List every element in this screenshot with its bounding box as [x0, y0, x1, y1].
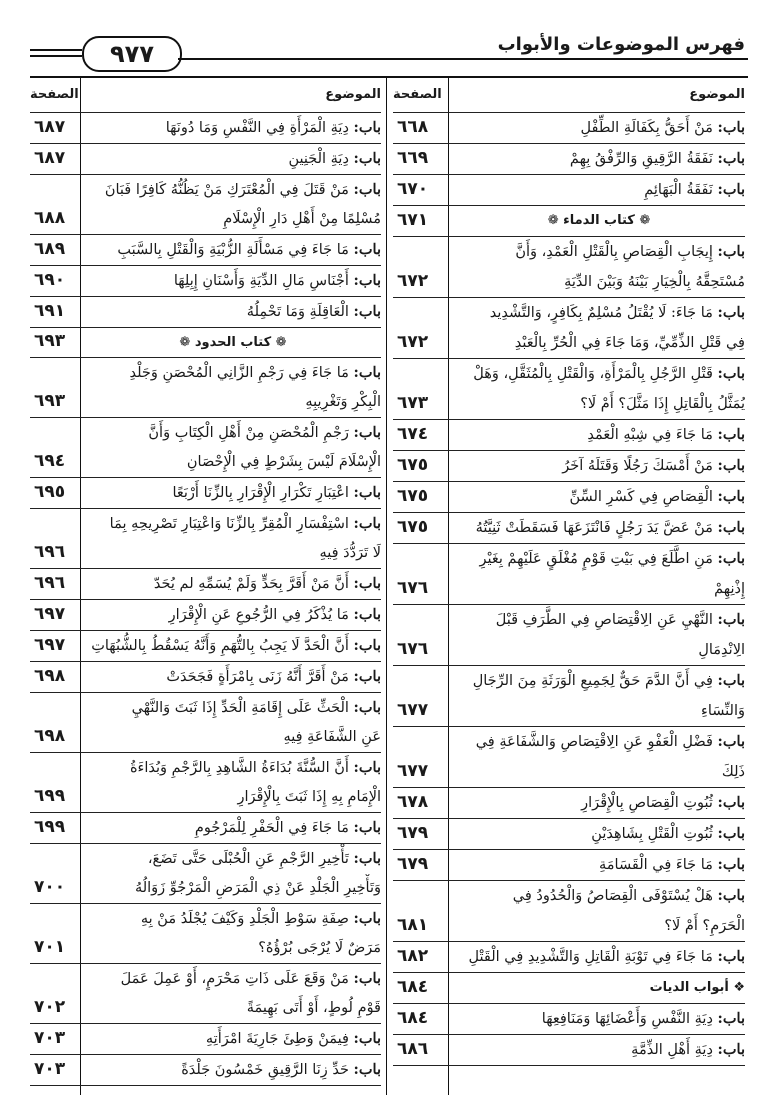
index-entry: [30, 478, 381, 509]
index-entry: [393, 359, 745, 420]
index-entry: [393, 605, 745, 666]
entry-title-line: باب: مَنْ أَمْسَكَ رَجُلًا وَقَتَلَهُ آخَرُ: [562, 457, 745, 474]
entry-prefix: باب:: [353, 1030, 381, 1047]
index-entry: [30, 418, 381, 478]
entry-page-number: ٦٧٦: [397, 578, 429, 598]
column-header: [393, 78, 745, 113]
entry-page-number: ٦٧٩: [397, 823, 429, 843]
entry-prefix: باب:: [353, 181, 381, 198]
entry-title-line: مُسْلِمًا مِنْ أَهْلِ دَارِ الْإِسْلَامِ: [223, 211, 381, 227]
entry-title-line: باب: أَنَّ السُّنَّةَ بُدَاءَةُ الشَّاهِدِ بِالرَّجْمِ وَبُدَاءَةُ: [129, 759, 381, 776]
entry-prefix: باب:: [353, 150, 381, 167]
entry-title-line: باب: الْعَاقِلَةِ وَمَا تَحْمِلُهُ: [246, 303, 381, 320]
entry-prefix: باب:: [717, 426, 745, 443]
entry-title-line: عَنِ الشَّفَاعَةِ فِيهِ: [283, 729, 381, 745]
index-entry: [393, 850, 745, 881]
entry-prefix: باب:: [353, 119, 381, 136]
entry-prefix: باب:: [717, 181, 745, 198]
entry-page-number: ٦٨٤: [397, 1008, 429, 1028]
entry-title-line: الْبِكْرِ وَتَغْرِيبِهِ: [305, 394, 381, 410]
header-rule: [178, 58, 748, 60]
entry-page-number: ٦٨١: [397, 915, 429, 935]
entry-page-number: ٦٩٦: [34, 573, 66, 593]
entry-title-line: باب: مَنْ عَضَّ يَدَ رَجُلٍ فَانْتَزَعَهَا فَسَقَطَتْ ثَنِيَّتُهُ: [475, 519, 745, 536]
entry-prefix: باب:: [353, 1061, 381, 1078]
entry-prefix: باب:: [353, 970, 381, 987]
entry-title-line: باب: إِيجَابِ الْقِصَاصِ بِالْقَتْلِ الْعَمْدِ، وَأَنَّ: [515, 243, 745, 260]
index-entry: [393, 175, 745, 206]
entry-page-number: ٦٨٧: [34, 117, 66, 137]
entry-title-line: باب: مَا جَاءَ فِي شِبْهِ الْعَمْدِ: [587, 426, 745, 443]
entry-title-line: باب: دِيَةِ أَهْلِ الذِّمَّةِ: [631, 1041, 745, 1058]
entry-page-number: ٧٠٣: [34, 1059, 66, 1079]
header-rule: [30, 55, 82, 57]
entry-title-line: إِذْنِهِمْ: [714, 581, 745, 597]
entry-title-line: باب: دِيَةِ النَّفْسِ وَأَعْضَائِهَا وَمَنَافِعِهَا: [541, 1010, 745, 1027]
entry-prefix: باب:: [353, 241, 381, 258]
entry-page-number: ٦٩٧: [34, 604, 66, 624]
entry-page-number: ٧٠٣: [34, 1028, 66, 1048]
entry-prefix: باب:: [353, 575, 381, 592]
entry-page-number: ٦٧٩: [397, 854, 429, 874]
index-entry: [30, 297, 381, 328]
entry-page-number: ٦٨٦: [397, 1039, 429, 1059]
entry-prefix: باب:: [353, 759, 381, 776]
entry-page-number: ٦٩٨: [34, 726, 66, 746]
entry-page-number: ٦٧٦: [397, 639, 429, 659]
page-header-label: الصفحة: [30, 87, 79, 102]
entry-page-number: ٦٨٢: [397, 946, 429, 966]
entry-page-number: ٦٩٣: [34, 331, 66, 351]
index-entry: [30, 753, 381, 813]
entry-title-line: باب: تَأْخِيرِ الرَّجْمِ عَنِ الْحُبْلَى حَتَّى تَضَعَ،: [147, 850, 381, 867]
entry-prefix: باب:: [717, 488, 745, 505]
entry-title-line: باب: مَا جَاءَ فِي مَسْأَلَةِ الزُّبْيَةِ وَالْقَتْلِ بِالسَّبَبِ: [117, 241, 381, 258]
entry-title-line: باب: دِيَةِ الْمَرْأَةِ فِي النَّفْسِ وَمَا دُونَهَا: [165, 119, 381, 136]
index-entry: [393, 420, 745, 451]
entry-page-number: ٦٩٦: [34, 542, 66, 562]
entry-title-line: باب: قَتْلِ الرَّجُلِ بِالْمَرْأَةِ، وَالْقَتْلِ بِالْمُثَقَّلِ، وَهَلْ: [473, 365, 745, 382]
entry-title-line: باب: فِي أَنَّ الدَّمَ حَقٌّ لِجَمِيعِ الْوَرَثَةِ مِنَ الرِّجَالِ: [472, 672, 745, 689]
index-entry: [393, 482, 745, 513]
index-entry: [30, 509, 381, 569]
index-entry: [393, 727, 745, 788]
entry-prefix: باب:: [353, 819, 381, 836]
entry-prefix: باب:: [717, 1010, 745, 1027]
entry-title-line: الْحَرَمِ؟ أَمْ لَا؟: [664, 918, 745, 934]
entry-page-number: ٦٨٤: [397, 977, 429, 997]
entry-prefix: باب:: [717, 948, 745, 965]
section-heading: [393, 206, 745, 237]
entry-page-number: ٦٧٧: [397, 761, 429, 781]
entry-page-number: ٦٧٠: [397, 179, 429, 199]
entry-title-line: باب: مَا جَاءَ فِي الْقَسَامَةِ: [599, 856, 745, 873]
entry-prefix: باب:: [353, 515, 381, 532]
entry-prefix: باب:: [717, 243, 745, 260]
entry-prefix: باب:: [353, 606, 381, 623]
index-entry: [30, 693, 381, 753]
entry-title-line: باب: فَضْلِ الْعَفْوِ عَنِ الِاقْتِصَاصِ وَالشَّفَاعَةِ فِي: [475, 733, 745, 750]
index-entry: [393, 144, 745, 175]
entry-page-number: ٧٠١: [34, 937, 66, 957]
section-heading: [30, 328, 381, 358]
index-entry: [30, 964, 381, 1024]
entry-title-line: باب: مَا يُذْكَرُ فِي الرُّجُوعِ عَنِ الْإِقْرَارِ: [168, 606, 381, 623]
index-entry: [393, 1035, 745, 1066]
entry-title-line: باب: نَفَقَةُ الرَّقِيقِ وَالرِّفْقُ بِهِمْ: [569, 150, 745, 167]
topic-header: الموضوع: [325, 87, 381, 102]
entry-page-number: ٦٩٥: [34, 482, 66, 502]
entry-title-line: باب: مَا جَاءَ فِي تَوْبَةِ الْقَاتِلِ وَالتَّشْدِيدِ فِي الْقَتْلِ: [468, 948, 745, 965]
index-entry: [393, 1004, 745, 1035]
index-entry: [393, 788, 745, 819]
entry-title-line: باب: اعْتِبَارِ تَكْرَارِ الْإِقْرَارِ بِالزِّنَا أَرْبَعًا: [172, 484, 381, 501]
entry-prefix: باب:: [717, 119, 745, 136]
entry-list: [30, 113, 381, 1086]
entry-title-line: باب: ثُبُوتِ الْقِصَاصِ بِالْإِقْرَارِ: [581, 794, 745, 811]
index-entry: [393, 544, 745, 605]
entry-title-line: باب: اسْتِفْسَارِ الْمُقِرِّ بِالزِّنَا وَاعْتِبَارِ تَصْرِيحِهِ بِمَا: [109, 515, 381, 532]
index-entry: [30, 1024, 381, 1055]
entry-title-line: باب: الْحَثِّ عَلَى إِقَامَةِ الْحَدِّ إِذَا ثَبَتَ وَالنَّهْيِ: [131, 699, 381, 716]
page-header-label: الصفحة: [393, 87, 442, 102]
page-header: [0, 0, 765, 70]
entry-page-number: ٦٧٥: [397, 455, 429, 475]
entry-title-line: وَالنِّسَاءِ: [701, 703, 745, 719]
entry-prefix: باب:: [353, 484, 381, 501]
entry-page-number: ٧٠٢: [34, 997, 66, 1017]
index-entry: [393, 881, 745, 942]
column-divider: [386, 76, 387, 1095]
entry-title-line: باب: مَنْ أَقَرَّ أَنَّهُ زَنَى بِامْرَأَةٍ فَجَحَدَتْ: [166, 668, 381, 685]
index-entry: [30, 600, 381, 631]
entry-prefix: باب:: [353, 668, 381, 685]
entry-title-line: مَرَضٌ لَا يُرْجَى بُرْؤُهُ؟: [258, 940, 381, 956]
entry-title-line: باب: النَّهْيِ عَنِ الِاقْتِصَاصِ فِي الطَّرَفِ قَبْلَ: [495, 611, 745, 628]
index-entry: [30, 113, 381, 144]
entry-page-number: ٦٧٣: [397, 393, 429, 413]
index-column-right: [393, 78, 745, 1095]
entry-prefix: باب:: [717, 672, 745, 689]
entry-prefix: باب:: [353, 699, 381, 716]
entry-title-line: مُسْتَحِقَّهُ بِالْخِيَارِ بَيْنَهُ وَبَيْنَ الدِّيَةِ: [564, 274, 745, 290]
entry-prefix: باب:: [353, 272, 381, 289]
entry-page-number: ٦٩٧: [34, 635, 66, 655]
index-entry: [30, 266, 381, 297]
entry-title-line: باب: مَنْ أَحَقُّ بِكَفَالَةِ الطِّفْلِ: [580, 119, 745, 136]
entry-prefix: باب:: [717, 887, 745, 904]
entry-page-number: ٦٩٩: [34, 786, 66, 806]
index-entry: [30, 358, 381, 418]
entry-title-line: باب: مَا جَاءَ فِي رَجْمِ الزَّانِي الْمُحْصَنِ وَجَلْدِ: [129, 364, 381, 381]
entry-prefix: باب:: [717, 304, 745, 321]
entry-page-number: ٦٩١: [34, 301, 66, 321]
entry-title-line: فِي قَتْلِ الذِّمِّيِّ، وَمَا جَاءَ فِي الْحُرِّ بِالْعَبْدِ: [514, 335, 745, 351]
entry-title-line: باب: أَجْنَاسِ مَالِ الدِّيَةِ وَأَسْنَانِ إِبِلِهَا: [173, 272, 381, 289]
index-entry: [30, 1055, 381, 1086]
entry-title-line: باب: حَدِّ زِنَا الرَّقِيقِ خَمْسُونَ جَلْدَةً: [181, 1061, 381, 1078]
entry-title-line: وَتَأْخِيرِ الْجَلْدِ عَنْ ذِي الْمَرَضِ الْمَرْجُوِّ زَوَالُهُ: [134, 880, 381, 896]
entry-prefix: باب:: [717, 150, 745, 167]
entry-page-number: ٦٩٤: [34, 451, 66, 471]
entry-title-line: يُمَثَّلُ بِالْقَاتِلِ إِذَا مَثَّلَ؟ أَمْ لَا؟: [580, 396, 745, 412]
index-column-left: [30, 78, 381, 1095]
entry-prefix: باب:: [353, 637, 381, 654]
entry-page-number: ٦٩٩: [34, 817, 66, 837]
index-entry: [30, 844, 381, 904]
entry-title-line: باب: مَا جَاءَ: لَا يُقْتَلُ مُسْلِمٌ بِكَافِرٍ، وَالتَّشْدِيد: [489, 304, 745, 321]
entry-title-line: باب: رَجْمِ الْمُحْصَنِ مِنْ أَهْلِ الْكِتَابِ وَأَنَّ: [148, 424, 381, 441]
entry-page-number: ٧٠٠: [34, 877, 66, 897]
entry-prefix: باب:: [717, 519, 745, 536]
entry-page-number: ٦٨٧: [34, 148, 66, 168]
index-entry: [393, 237, 745, 298]
entry-prefix: باب:: [717, 733, 745, 750]
index-entry: [30, 662, 381, 693]
entry-prefix: باب:: [717, 794, 745, 811]
entry-title-line: باب: دِيَةِ الْجَنِينِ: [288, 150, 381, 167]
entry-title-line: الْإِمَامِ بِهِ إِذَا ثَبَتَ بِالْإِقْرَارِ: [237, 789, 381, 805]
entry-page-number: ٦٨٨: [34, 208, 66, 228]
entry-title-line: باب: مَنِ اطَّلَعَ فِي بَيْتِ قَوْمٍ مُغْلَقٍ عَلَيْهِمْ بِغَيْرِ: [479, 550, 745, 567]
entry-prefix: باب:: [353, 364, 381, 381]
index-entry: [30, 144, 381, 175]
entry-prefix: باب:: [717, 365, 745, 382]
entry-prefix: باب:: [717, 457, 745, 474]
index-entry: [30, 813, 381, 844]
entry-prefix: باب:: [717, 550, 745, 567]
entry-title-line: باب: صِفَةِ سَوْطِ الْجَلْدِ وَكَيْفَ يُجْلَدُ مَنْ بِهِ: [140, 910, 381, 927]
entry-prefix: باب:: [353, 910, 381, 927]
section-heading: [393, 973, 745, 1004]
entry-title-line: باب: هَلْ يُسْتَوْفَى الْقِصَاصُ وَالْحُدُودُ فِي: [512, 887, 745, 904]
index-entry: [30, 175, 381, 235]
entry-title-line: باب: أَنَّ مَنْ أَقَرَّ بِحَدٍّ وَلَمْ يُسَمِّهِ لم يُحَدّ: [153, 575, 381, 592]
entry-title-line: باب: ثُبُوتِ الْقَتْلِ بِشَاهِدَيْنِ: [591, 825, 745, 842]
entry-page-number: ٦٨٩: [34, 239, 66, 259]
header-rule: [30, 49, 82, 51]
index-entry: [393, 298, 745, 359]
entry-page-number: ٦٩٠: [34, 270, 66, 290]
entry-prefix: باب:: [717, 611, 745, 628]
page-number: ٩٧٧: [82, 36, 182, 72]
entry-title-line: باب: نَفَقَةُ الْبَهَائِمِ: [644, 181, 745, 198]
entry-title-line: باب: مَا جَاءَ فِي الْحَفْرِ لِلْمَرْجُومِ: [194, 819, 381, 836]
index-entry: [393, 113, 745, 144]
entry-prefix: باب:: [353, 303, 381, 320]
entry-title-line: باب: مَنْ وَقَعَ عَلَى ذَاتِ مَحْرَمٍ، أَوْ عَمِلَ عَمَلَ: [120, 970, 381, 987]
entry-page-number: ٦٦٩: [397, 148, 429, 168]
index-entry: [393, 942, 745, 973]
entry-title-line: قَوْمِ لُوطٍ، أَوْ أَتَى بَهِيمَةً: [246, 1000, 381, 1016]
entry-title-line: ❁ كتاب الحدود ❁: [179, 335, 287, 350]
entry-page-number: ٦٧٨: [397, 792, 429, 812]
index-entry: [30, 235, 381, 266]
entry-page-number: ٦٧٤: [397, 424, 429, 444]
entry-page-number: ٦٧٢: [397, 332, 429, 352]
entry-title-line: باب: الْقِصَاصِ فِي كَسْرِ السِّنِّ: [569, 488, 745, 505]
index-entry: [393, 513, 745, 544]
index-entry: [393, 666, 745, 727]
entry-title-line: لَا تَرَدُّدَ فِيهِ: [319, 545, 381, 561]
entry-prefix: باب:: [353, 850, 381, 867]
entry-page-number: ٦٩٨: [34, 666, 66, 686]
index-entry: [30, 631, 381, 662]
entry-title-line: الْإِسْلَامَ لَيْسَ بِشَرْطٍ فِي الْإِحْصَانِ: [186, 454, 381, 470]
running-title: فهرس الموضوعات والأبواب: [497, 34, 745, 55]
entry-page-number: ٦٦٨: [397, 117, 429, 137]
entry-title-line: ذَلِكَ: [721, 764, 745, 780]
entry-page-number: ٦٩٣: [34, 391, 66, 411]
column-header: [30, 78, 381, 113]
entry-title-line: باب: مَنْ قَتَلَ فِي الْمُعْتَرَكِ مَنْ يَظُنُّهُ كَافِرًا فَبَانَ: [104, 181, 381, 198]
entry-prefix: باب:: [353, 424, 381, 441]
entry-title-line: باب: أَنَّ الْحَدَّ لَا يَجِبُ بِالتُّهَمِ وَأَنَّهُ يَسْقُطُ بِالشُّبُهَاتِ: [91, 637, 381, 654]
entry-list: [393, 113, 745, 1066]
entry-title-line: ❖ أبواب الديات: [649, 980, 745, 995]
entry-title-line: باب: فِيمَنْ وَطِئَ جَارِيَةَ امْرَأَتِهِ: [205, 1030, 381, 1047]
entry-prefix: باب:: [717, 1041, 745, 1058]
entry-title-line: الِانْدِمَالِ: [698, 642, 745, 658]
index-entry: [393, 819, 745, 850]
entry-prefix: باب:: [717, 825, 745, 842]
index-entry: [393, 451, 745, 482]
entry-title-line: ❁ كتاب الدماء ❁: [547, 213, 651, 228]
index-entry: [30, 904, 381, 964]
entry-page-number: ٦٧٥: [397, 486, 429, 506]
entry-prefix: باب:: [717, 856, 745, 873]
index-entry: [30, 569, 381, 600]
entry-page-number: ٦٧٥: [397, 517, 429, 537]
entry-page-number: ٦٧٢: [397, 271, 429, 291]
topic-header: الموضوع: [689, 87, 745, 102]
entry-page-number: ٦٧١: [397, 210, 429, 230]
entry-page-number: ٦٧٧: [397, 700, 429, 720]
